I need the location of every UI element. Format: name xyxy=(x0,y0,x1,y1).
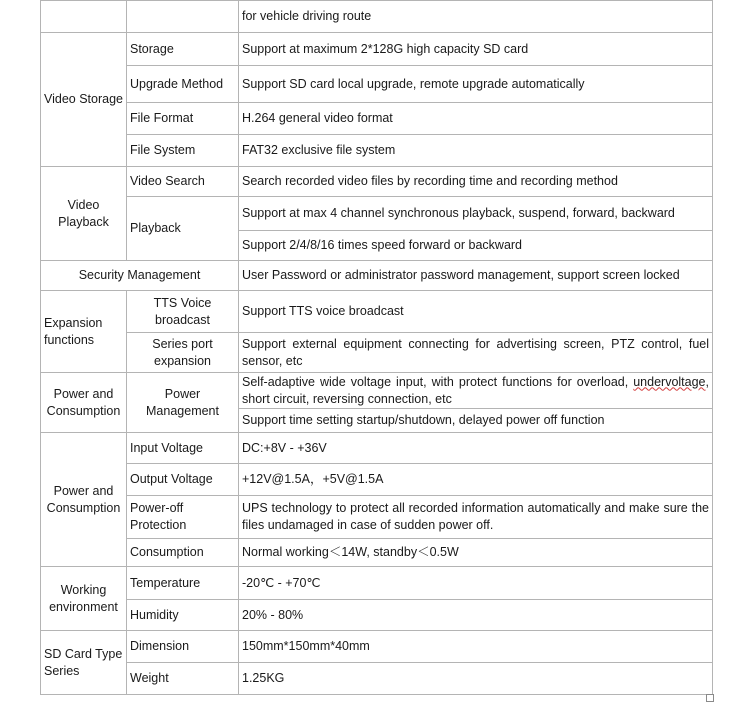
spec-table xyxy=(40,0,713,695)
sub-output-voltage: Output Voltage xyxy=(127,464,239,496)
desc-part: , short circuit, reversing connection, etc xyxy=(242,374,709,406)
table-row xyxy=(41,291,713,333)
category-sd-card-type-series: SD Card Type Series xyxy=(41,631,127,695)
table-row xyxy=(41,103,713,135)
desc-consumption: Normal working＜14W, standby＜0.5W xyxy=(239,539,713,567)
desc-playback-2: Support 2/4/8/16 times speed forward or backward xyxy=(239,231,713,261)
empty-cell xyxy=(41,1,127,33)
desc-video-search: Search recorded video files by recording time and recording method xyxy=(239,167,713,197)
category-security-management: Security Management xyxy=(41,261,239,291)
table-row xyxy=(41,333,713,373)
table-row xyxy=(41,1,713,33)
sub-playback: Playback xyxy=(127,197,239,261)
desc-series-port: Support external equipment connecting for advertising screen, PTZ control, fuel sensor, etc xyxy=(239,333,713,373)
sub-video-search: Video Search xyxy=(127,167,239,197)
category-power-consumption-2: Power and Consumption xyxy=(41,433,127,567)
desc-tts-voice: Support TTS voice broadcast xyxy=(239,291,713,333)
category-working-environment: Working environment xyxy=(41,567,127,631)
desc-dimension: 150mm*150mm*40mm xyxy=(239,631,713,663)
sub-weight: Weight xyxy=(127,663,239,695)
sub-dimension: Dimension xyxy=(127,631,239,663)
desc-power-management-1 xyxy=(239,373,713,409)
desc-weight: 1.25KG xyxy=(239,663,713,695)
sub-input-voltage: Input Voltage xyxy=(127,433,239,464)
table-row xyxy=(41,433,713,464)
table-row xyxy=(41,631,713,663)
desc-output-voltage: +12V@1.5A，+5V@1.5A xyxy=(239,464,713,496)
desc-playback-1: Support at max 4 channel synchronous playback, suspend, forward, backward xyxy=(239,197,713,231)
desc-input-voltage: DC:+8V - +36V xyxy=(239,433,713,464)
table-row xyxy=(41,539,713,567)
table-row xyxy=(41,167,713,197)
table-row xyxy=(41,464,713,496)
desc-power-off-protection: UPS technology to protect all recorded information automatically and make sure the files undamaged in case of sudden power off. xyxy=(239,496,713,539)
table-row xyxy=(41,373,713,409)
desc-power-management-2: Support time setting startup/shutdown, delayed power off function xyxy=(239,409,713,433)
table-row xyxy=(41,66,713,103)
table-row xyxy=(41,496,713,539)
desc-storage: Support at maximum 2*128G high capacity SD card xyxy=(239,33,713,66)
sub-series-port: Series port expansion xyxy=(127,333,239,373)
desc-humidity: 20% - 80% xyxy=(239,600,713,631)
category-expansion-functions: Expansion functions xyxy=(41,291,127,373)
table-row xyxy=(41,197,713,231)
table-row xyxy=(41,567,713,600)
desc-file-system: FAT32 exclusive file system xyxy=(239,135,713,167)
sub-power-management: Power Management xyxy=(127,373,239,433)
sub-tts-voice: TTS Voice broadcast xyxy=(127,291,239,333)
table-row xyxy=(41,600,713,631)
table-row xyxy=(41,261,713,291)
sub-consumption: Consumption xyxy=(127,539,239,567)
table-row xyxy=(41,33,713,66)
sub-file-system: File System xyxy=(127,135,239,167)
spec-desc: for vehicle driving route xyxy=(239,1,713,33)
table-resize-handle[interactable] xyxy=(706,694,714,702)
sub-temperature: Temperature xyxy=(127,567,239,600)
table-row xyxy=(41,663,713,695)
desc-security-management: User Password or administrator password management, support screen locked xyxy=(239,261,713,291)
desc-temperature: -20℃ - +70℃ xyxy=(239,567,713,600)
spellcheck-word: undervoltage xyxy=(633,374,706,389)
table-row xyxy=(41,135,713,167)
sub-file-format: File Format xyxy=(127,103,239,135)
desc-upgrade-method: Support SD card local upgrade, remote upgrade automatically xyxy=(239,66,713,103)
category-power-consumption-1: Power and Consumption xyxy=(41,373,127,433)
category-video-storage: Video Storage xyxy=(41,33,127,167)
sub-power-off-protection: Power-off Protection xyxy=(127,496,239,539)
desc-part: Self-adaptive wide voltage input, with protect functions for overload, xyxy=(242,374,634,389)
sub-upgrade-method: Upgrade Method xyxy=(127,66,239,103)
sub-storage: Storage xyxy=(127,33,239,66)
sub-humidity: Humidity xyxy=(127,600,239,631)
desc-file-format: H.264 general video format xyxy=(239,103,713,135)
category-video-playback: Video Playback xyxy=(41,167,127,261)
empty-cell xyxy=(127,1,239,33)
